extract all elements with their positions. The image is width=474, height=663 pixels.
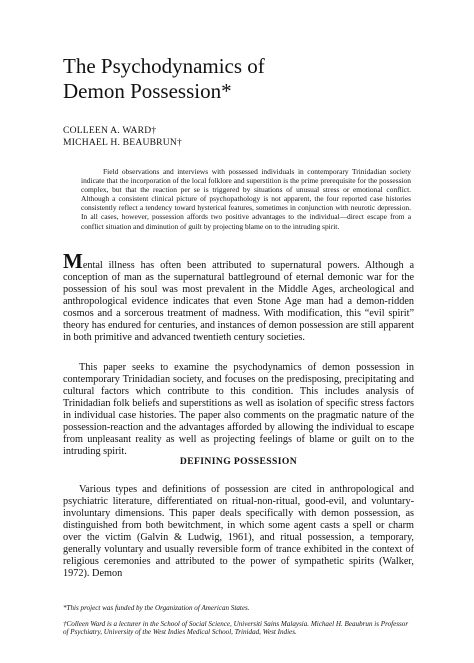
drop-cap: M (63, 249, 83, 273)
footnote-funding: *This project was funded by the Organization of American States. (63, 604, 250, 612)
definitions-paragraph: Various types and definitions of possession are cited in anthropological and psychiatric literature, differentiated on ritual-non-ritual, good-evil, and voluntary-involuntary dimensions. This paper deals specifically with demon possession, as distinguished from both bewitchment, in which some agent casts a spell or charm over the victim (Galvin & Ludwig, 1961), and ritual possession, a temporary, generally voluntary and usually reversible form of trance exhibited in the context of religious ceremonies and attributed to the power of sympathetic spirits (Walker, 1972). Demon (63, 484, 414, 579)
title-line-2: Demon Possession* (63, 79, 232, 103)
intro-paragraph-text: ental illness has often been attributed to supernatural powers. Although a conception of man as the supernatural battleground of eternal demonic war for the possession of his soul was most prevalent in the Middle Ages, archeological and anthropological evidence indicates that even Stone Age man had a demon-ridden cosmos and a sorcerous treatment of madness. With modification, this “evil spirit” theory has endured for centuries, and instances of demon possession are still apparent in both primitive and advanced twentieth century societies. (63, 260, 414, 343)
article-title (63, 54, 423, 104)
author-beaubrun: MICHAEL H. BEAUBRUN† (63, 137, 183, 148)
intro-paragraph (63, 249, 414, 344)
aims-paragraph: This paper seeks to examine the psychodynamics of demon possession in contemporary Trinidadian society, and focuses on the predisposing, precipitating and cultural factors which contribute to this condition. This includes analysis of Trinidadian folk beliefs and superstitions as well as isolation of specific stress factors in individual case histories. The paper also comments on the pragmatic nature of the possession-reaction and the advantages afforded by allowing the individual to escape from unpleasant reality as well as projecting feelings of blame or guilt on to the intruding spirit. (63, 362, 414, 457)
abstract: Field observations and interviews with possessed individuals in contemporary Trinidadian society indicate that the incorporation of the local folklore and superstition is the prime prerequisite for the possession complex, but that the reaction per se is triggered by situations of unusual stress or emotional conflict. Although a consistent clinical picture of psychopathology is not apparent, the four reported case histories consistently reflect a tendency toward hysterical features, sometimes in conjunction with neurotic depression. In all cases, however, possession affords two positive advantages to the individual—direct escape from a conflict situation and diminution of guilt by projecting blame on to the intruding spirit. (81, 167, 411, 231)
footnote-authors: †Colleen Ward is a lecturer in the School of Social Science, Universiti Sains Malaysia. Michael H. Beaubrun is Professor of Psychiatry, University of the West Indies Medical School, Trinidad, West Indies. (63, 619, 409, 637)
author-ward: COLLEEN A. WARD† (63, 125, 157, 136)
author-list (63, 125, 423, 149)
title-line-1: The Psychodynamics of (63, 54, 265, 78)
section-heading: DEFINING POSSESSION (179, 456, 298, 467)
footnotes (63, 604, 414, 637)
